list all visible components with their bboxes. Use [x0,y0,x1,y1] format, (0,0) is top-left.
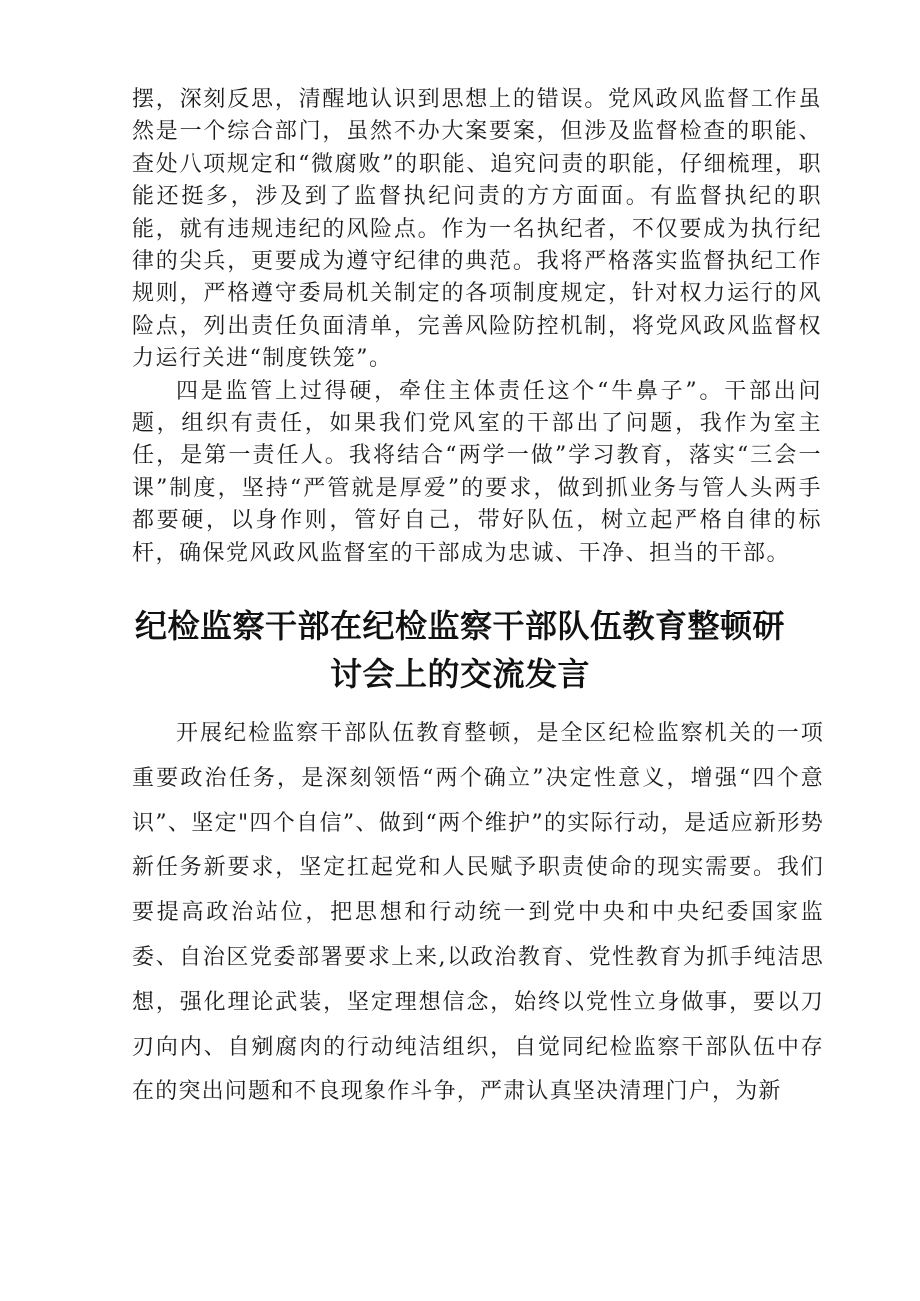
article-paragraph: 开展纪检监察干部队伍教育整顿，是全区纪检监察机关的一项重要政治任务，是深刻领悟“两个确立”决定性意义，增强“四个意识”、坚定"四个自信”、做到“两个维护”的实际行动，是适应新形势新任务新要求，坚定扛起党和人民赋予职责使命的现实需要。我们要提高政治站位，把思想和行动统一到党中央和中央纪委国家监委、自治区党委部署要求上来,以政治教育、党性教育为抓手纯洁思想，强化理论武装，坚定理想信念，始终以党性立身做事，要以刀刃向内、自剜腐肉的行动纯洁组织，自觉同纪检监察干部队伍中存在的突出问题和不良现象作斗争，严肃认真坚决清理门户，为新 [132,721,824,1105]
paragraph-continued: 摆，深刻反思，清醒地认识到思想上的错误。党风政风监督工作虽然是一个综合部门，虽然不办大案要案，但涉及监督检查的职能、查处八项规定和“微腐败”的职能、追究问责的职能，仔细梳理，职能还挺多，涉及到了监督执纪问责的方方面面。有监督执纪的职能，就有违规违纪的风险点。作为一名执纪者，不仅要成为执行纪律的尖兵，更要成为遵守纪律的典范。我将严格落实监督执纪工作规则，严格遵守委局机关制定的各项制度规定，针对权力运行的风险点，列出责任负面清单，完善风险防控机制，将党风政风监督权力运行关进“制度铁笼”。 [132,87,822,372]
article-body [132,712,824,1115]
article-title-line-1: 纪检监察干部在纪检监察干部队伍教育整顿研 [134,607,785,645]
article-title [120,602,800,698]
article-title-line-2: 讨会上的交流发言 [329,655,590,693]
previous-article-continuation [132,84,822,570]
paragraph-point-four: 四是监管上过得硬，牵住主体责任这个“牛鼻子”。干部出问题，组织有责任，如果我们党风室的干部出了问题，我作为室主任，是第一责任人。我将结合“两学一做”学习教育，落实“三会一课”制度，坚持“严管就是厚爱”的要求，做到抓业务与管人头两手都要硬，以身作则，管好自己，带好队伍，树立起严格自律的标杆，确保党风政风监督室的干部成为忠诚、干净、担当的干部。 [132,378,822,566]
